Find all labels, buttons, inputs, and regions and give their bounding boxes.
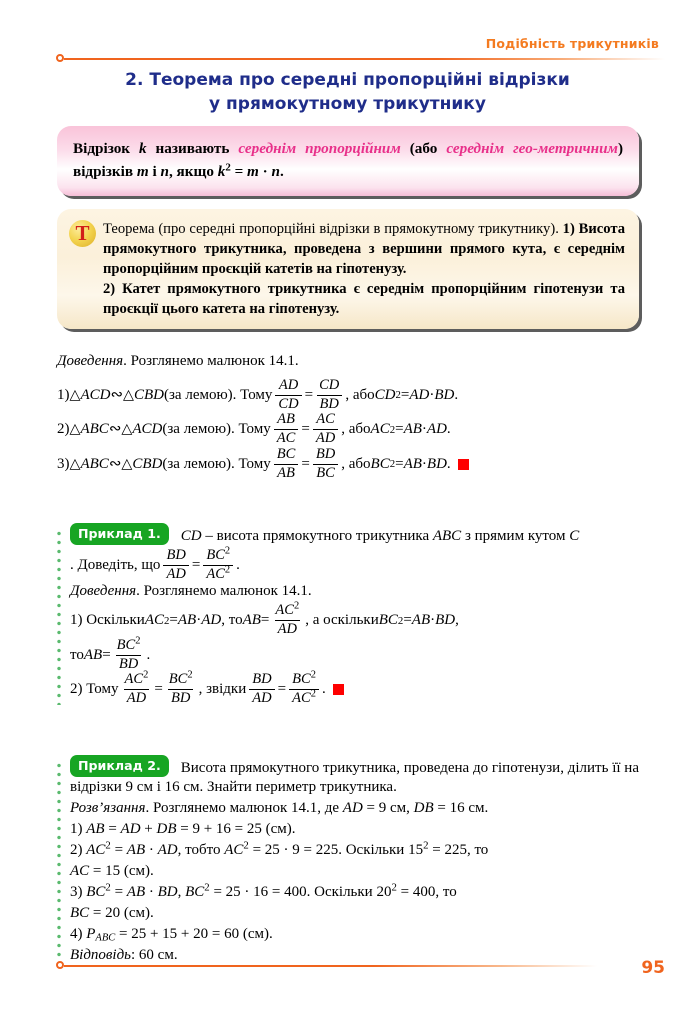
example-2-step-1-number: 1) — [70, 821, 87, 837]
example-2-step-3-answer: = 20 (см). — [89, 905, 154, 921]
numerator: AB — [277, 411, 295, 428]
proof-step-1-triangle-a: ACD — [80, 386, 111, 403]
page-number: 95 — [641, 958, 665, 978]
comma: , — [177, 884, 186, 900]
example-1-vertex-c: C — [569, 528, 580, 544]
example-1-proof-heading — [70, 582, 639, 601]
denominator: AD — [313, 429, 338, 447]
example-2-block — [57, 755, 639, 967]
example-1-seg-cd: CD — [180, 528, 202, 544]
mult-dot: · — [145, 842, 158, 858]
definition-mult-dot: · — [258, 163, 272, 180]
denominator: $AC^2$ — [289, 689, 319, 707]
example-1-badge: Приклад 1. — [70, 523, 169, 545]
definition-text-1: Відрізок — [73, 140, 139, 157]
numerator: $BC^2$ — [168, 669, 193, 688]
definition-term-1: середнім пропорційним — [238, 140, 401, 157]
theorem-part-1: 1) Висота прямокутного трикутника, проведена з вершини прямого кута, є середнім пропорційним проєкцій катетів на гіпотенузу. — [103, 221, 625, 277]
equals-sign: = — [400, 386, 410, 403]
similar-icon: ∾ — [108, 421, 122, 438]
period: . — [146, 646, 151, 663]
proof-step-2-result-base: AC — [370, 421, 390, 438]
example-2-answer — [70, 946, 639, 965]
example-1-step-2-fraction-1 — [122, 669, 152, 706]
proof-step-1-result-base: CD — [374, 386, 396, 403]
proof-step-1: 1) △ ACD ∾ △ CBD (за лемою). Тому $\frac{AD}{CD}$ = $\frac{CD}{BD}$ , або CD 2 = AD · BD . — [57, 377, 459, 412]
seg-ab: AB — [126, 842, 146, 858]
definition-period: . — [280, 163, 284, 180]
numerator: BD — [315, 445, 336, 462]
example-2-solution-heading — [70, 799, 639, 818]
example-1-claim — [70, 545, 639, 582]
perimeter-symbol: P — [86, 926, 96, 942]
equals-sign: = — [110, 884, 127, 900]
numerator: BD — [166, 547, 186, 563]
example-1-step-1-lead: 1) Оскільки — [70, 612, 145, 629]
example-2-step-3-calc2: = 400, то — [396, 884, 457, 900]
proof-step-1-tail: , або — [345, 386, 375, 403]
definition-text-4: ) відрізків — [73, 140, 623, 180]
mult-dot: · — [196, 612, 202, 629]
example-1-fraction-1 — [163, 548, 188, 582]
theorem-box — [57, 209, 639, 329]
period: . — [446, 421, 451, 438]
proof-step-2: 2) △ ABC ∾ △ ACD (за лемою). Тому $\frac{AB}{AC}$ = $\frac{AC}{AD}$ , або AC 2 = AB · AD . — [57, 411, 451, 447]
proof-step-1-fraction-1 — [275, 378, 301, 412]
example-1-step-1: 1) Оскільки AC 2 = AB · AD , то AB = $\frac{AC^2}{AD}$ , а оскільки BC 2 = AB · BD , — [70, 600, 459, 638]
equals-sign: = — [110, 842, 127, 858]
proof-step-2-tail: , або — [341, 421, 371, 438]
theorem-part-2: 2) Катет прямокутного трикутника є середнім пропорційним гіпотенузи та проєкції цього катета на гіпотенузу. — [103, 281, 625, 317]
example-2-step-3-calc: = 25 · 16 = 400. Оскільки 20 — [209, 884, 392, 900]
footer-rule — [56, 965, 665, 968]
definition-text-5: і — [148, 163, 161, 180]
qed-marker-icon — [458, 459, 469, 470]
definition-text-3: (або — [400, 140, 447, 157]
definition-text-2: називають — [146, 140, 239, 157]
example-2-step-2-calc: = 25 · 9 = 225. Оскільки 15 — [248, 842, 424, 858]
exponent: 2 — [105, 881, 111, 894]
proof-step-3: 3) △ ABC ∾ △ CBD (за лемою). Тому $\frac{BC}{AB}$ = $\frac{BD}{BC}$ , або BC 2 = AB · BD . — [57, 447, 639, 481]
example-2-step-2-number: 2) — [70, 842, 87, 858]
seg-bd: BD — [157, 884, 178, 900]
seg-ad: AD — [157, 842, 178, 858]
definition-exponent: 2 — [225, 161, 231, 174]
proof-step-3-triangle-b: CBD — [132, 455, 163, 472]
triangle-icon: △ — [69, 455, 81, 472]
proof-step-2-mid: (за лемою). Тому — [162, 421, 271, 438]
exponent: 2 — [243, 839, 249, 852]
seg-ad: AD — [342, 800, 363, 816]
seg-ab: AB — [177, 612, 197, 629]
comma: , — [455, 612, 459, 629]
numerator: BD — [252, 671, 272, 688]
proof-step-3-triangle-a: ABC — [80, 455, 109, 472]
triangle-icon: △ — [121, 455, 133, 472]
plus-sign: + — [140, 821, 157, 837]
example-2-solution-label: Розв’язання — [70, 800, 146, 816]
triangle-icon: △ — [69, 421, 81, 438]
definition-term-2b: метричним — [537, 140, 618, 157]
example-2-value-db: = 16 см. — [433, 800, 489, 816]
denominator: BD — [116, 655, 141, 673]
proof-step-2-result-b: AD — [426, 421, 447, 438]
equals-sign: = — [301, 421, 310, 438]
example-1-step-1-fraction — [272, 600, 302, 638]
example-1-step-2 — [70, 669, 639, 706]
seg-ab: AB — [242, 612, 261, 629]
proof-heading — [57, 352, 639, 371]
proof-heading-label: Доведення — [57, 353, 124, 369]
definition-var-n2: n — [271, 163, 280, 180]
example-1-proof-rest: . Розглянемо малюнок 14.1. — [136, 583, 312, 600]
denominator: BD — [317, 395, 342, 413]
numerator: $BC^2$ — [116, 635, 141, 653]
numerator: $AC^2$ — [275, 600, 300, 619]
seg-ab: AB — [83, 646, 103, 663]
seg-bc: BC — [378, 612, 398, 629]
definition-equals: = — [230, 163, 248, 180]
numerator: CD — [319, 377, 340, 393]
running-head: Подібність трикутників — [485, 36, 659, 51]
proof-step-2-result-a: AB — [403, 421, 422, 438]
example-1-step-2-fraction-3 — [249, 672, 274, 706]
proof-block — [57, 352, 639, 481]
exponent: 2 — [423, 839, 429, 852]
period: . — [454, 386, 459, 403]
example-2-solution-rest: . Розглянемо малюнок 14.1, де — [145, 800, 343, 816]
example-2-step-2b — [70, 862, 639, 881]
equals-sign: = — [403, 612, 412, 629]
example-1-step-1b-fraction — [114, 635, 144, 672]
definition-var-n: n — [160, 163, 169, 180]
definition-var-k: k — [139, 140, 147, 157]
example-2-statement — [70, 755, 639, 797]
equals-sign: = — [102, 646, 111, 663]
numerator: BC — [276, 445, 296, 462]
mult-dot: · — [429, 386, 435, 403]
proof-step-3-fraction-1 — [274, 447, 299, 481]
seg-ac: AC — [70, 863, 90, 879]
equals-sign: = — [395, 421, 404, 438]
proof-step-1-fraction-2 — [316, 378, 342, 412]
header-rule-line — [64, 58, 665, 60]
example-2-step-3b — [70, 904, 639, 923]
footer-rule-dot-icon — [56, 961, 64, 969]
definition-var-k2: k — [217, 163, 226, 180]
denominator: AD — [163, 565, 188, 583]
example-1-margin-dots — [57, 529, 61, 705]
seg-ab: AB — [411, 612, 431, 629]
definition-box — [57, 126, 639, 196]
equals-sign: = — [395, 455, 404, 472]
period: . — [321, 680, 326, 697]
numerator: $BC^2$ — [292, 669, 316, 688]
example-1-step-1b-lead: то — [70, 646, 84, 663]
seg-bc: BC — [185, 884, 205, 900]
example-2-margin-dots — [57, 761, 61, 963]
example-1-step-1b — [70, 635, 639, 672]
qed-marker-icon — [333, 684, 344, 695]
definition-term-2a: середнім гео- — [446, 140, 538, 157]
proof-step-1-mid: (за лемою). Тому — [164, 386, 273, 403]
seg-db: DB — [156, 821, 177, 837]
equals-sign: = — [260, 612, 270, 629]
seg-ac: AC — [144, 612, 165, 629]
example-2-step-2-answer: = 15 (см). — [89, 863, 154, 879]
footer-rule-line — [64, 965, 597, 967]
seg-ac: AC — [224, 842, 244, 858]
theorem-badge-icon: Т — [69, 220, 96, 247]
definition-var-m: m — [136, 163, 149, 180]
proof-step-3-fraction-2 — [313, 447, 338, 481]
perimeter-subscript: ABC — [95, 932, 116, 944]
denominator: AD — [275, 620, 300, 638]
example-1-text-1: – висота прямокутного трикутника — [201, 528, 433, 544]
proof-step-3-mid: (за лемою). Тому — [162, 455, 271, 472]
theorem-body — [103, 219, 625, 319]
proof-step-1-triangle-b: CBD — [134, 386, 165, 403]
page-title-line2: у прямокутному трикутнику — [209, 94, 486, 114]
numerator: AC — [316, 411, 335, 428]
equals-sign: = — [277, 680, 287, 697]
seg-ab: AB — [86, 821, 105, 837]
exponent: 2 — [391, 881, 397, 894]
example-1-step-2-fraction-2 — [166, 669, 196, 706]
denominator: AD — [249, 689, 274, 707]
example-2-step-2-mid: , тобто — [177, 842, 225, 858]
seg-ab: AB — [126, 884, 146, 900]
example-2-step-3 — [70, 883, 639, 902]
denominator: AB — [274, 464, 298, 482]
example-2-answer-label: Відповідь — [70, 947, 132, 963]
example-1-step-2-mid: , звідки — [198, 680, 247, 697]
similar-icon: ∾ — [108, 455, 122, 472]
mult-dot: · — [421, 455, 427, 472]
example-1-proof-label: Доведення — [70, 583, 137, 600]
triangle-icon: △ — [69, 386, 81, 403]
numerator: $BC^2$ — [206, 545, 231, 563]
definition-var-m2: m — [247, 163, 259, 180]
example-2-answer-value: : 60 см. — [131, 947, 178, 963]
example-1-step-1-mid2: , а оскільки — [305, 612, 379, 629]
example-2-statement-text: Висота прямокутного трикутника, проведена до гіпотенузи, ділить її на відрізки 9 см і 16 см. Знайти периметр трикутника. — [70, 760, 639, 795]
denominator: BD — [168, 689, 193, 707]
proof-step-1-number: 1) — [57, 386, 70, 403]
example-1-text-3: . Доведіть, що — [70, 556, 161, 573]
seg-bc: BC — [70, 905, 90, 921]
example-1-step-2-fraction-4 — [289, 669, 319, 706]
example-2-step-4-number: 4) — [70, 926, 87, 942]
header-rule-dot-icon — [56, 54, 64, 62]
exponent: 2 — [204, 881, 210, 894]
seg-db: DB — [413, 800, 434, 816]
equals-sign: = — [104, 821, 121, 837]
example-1-tri-abc: ABC — [432, 528, 462, 544]
similar-icon: ∾ — [110, 386, 124, 403]
proof-step-2-triangle-a: ABC — [80, 421, 109, 438]
equals-sign: = — [304, 386, 314, 403]
header-rule — [56, 58, 665, 61]
seg-ac: AC — [86, 842, 106, 858]
denominator: CD — [275, 395, 301, 413]
period: . — [446, 455, 451, 472]
denominator: AD — [124, 689, 149, 707]
triangle-icon: △ — [123, 386, 135, 403]
example-2-step-4 — [70, 925, 639, 944]
proof-step-1-result-b: BD — [434, 386, 455, 403]
exponent: 2 — [105, 839, 111, 852]
example-1-block — [57, 523, 639, 707]
equals-sign: = — [154, 680, 163, 697]
seg-ad: AD — [120, 821, 141, 837]
proof-step-3-result-base: BC — [370, 455, 390, 472]
example-2-step-2-calc2: = 225, то — [428, 842, 489, 858]
denominator: $AC^2$ — [203, 565, 233, 583]
proof-step-2-triangle-b: ACD — [132, 421, 163, 438]
seg-ad: AD — [201, 612, 222, 629]
example-2-step-4-result: = 25 + 15 + 20 = 60 (см). — [115, 926, 273, 942]
page-title — [0, 68, 695, 116]
proof-step-3-number: 3) — [57, 455, 70, 472]
seg-bd: BD — [435, 612, 456, 629]
example-1-fraction-2 — [203, 545, 233, 582]
proof-step-2-number: 2) — [57, 421, 70, 438]
page-title-line1: 2. Теорема про середні пропорційні відрізки — [125, 70, 570, 90]
seg-bc: BC — [86, 884, 106, 900]
definition-text-6: , якщо — [168, 163, 218, 180]
numerator: AD — [278, 377, 299, 393]
example-2-value-ad: = 9 см, — [362, 800, 414, 816]
example-2-step-3-number: 3) — [70, 884, 87, 900]
triangle-icon: △ — [121, 421, 133, 438]
proof-step-3-tail: , або — [341, 455, 371, 472]
numerator: $AC^2$ — [124, 669, 149, 688]
denominator: BC — [313, 464, 338, 482]
example-2-step-1 — [70, 820, 639, 839]
example-1-step-2-lead: 2) Тому — [70, 680, 119, 697]
example-1-step-1-mid: , то — [221, 612, 243, 629]
proof-heading-rest: . Розглянемо малюнок 14.1. — [123, 353, 299, 369]
theorem-lead: Теорема (про середні пропорційні відрізки в прямокутному трикутнику). — [103, 221, 563, 237]
proof-step-1-result-a: AD — [409, 386, 430, 403]
example-1-text-2: з прямим кутом — [461, 528, 570, 544]
denominator: AC — [274, 429, 299, 447]
period: . — [236, 556, 240, 573]
mult-dot: · — [430, 612, 436, 629]
example-2-badge: Приклад 2. — [70, 755, 169, 777]
mult-dot: · — [145, 884, 158, 900]
equals-sign: = — [191, 556, 201, 573]
proof-step-3-result-a: AB — [403, 455, 422, 472]
mult-dot: · — [421, 421, 427, 438]
proof-step-2-fraction-2 — [313, 412, 338, 446]
equals-sign: = — [301, 455, 310, 472]
proof-step-3-result-b: BD — [426, 455, 447, 472]
equals-sign: = — [169, 612, 178, 629]
example-2-step-1-result: = 9 + 16 = 25 (см). — [176, 821, 296, 837]
proof-step-2-fraction-1 — [274, 412, 299, 446]
example-2-step-2 — [70, 841, 639, 860]
example-1-statement — [70, 523, 639, 546]
